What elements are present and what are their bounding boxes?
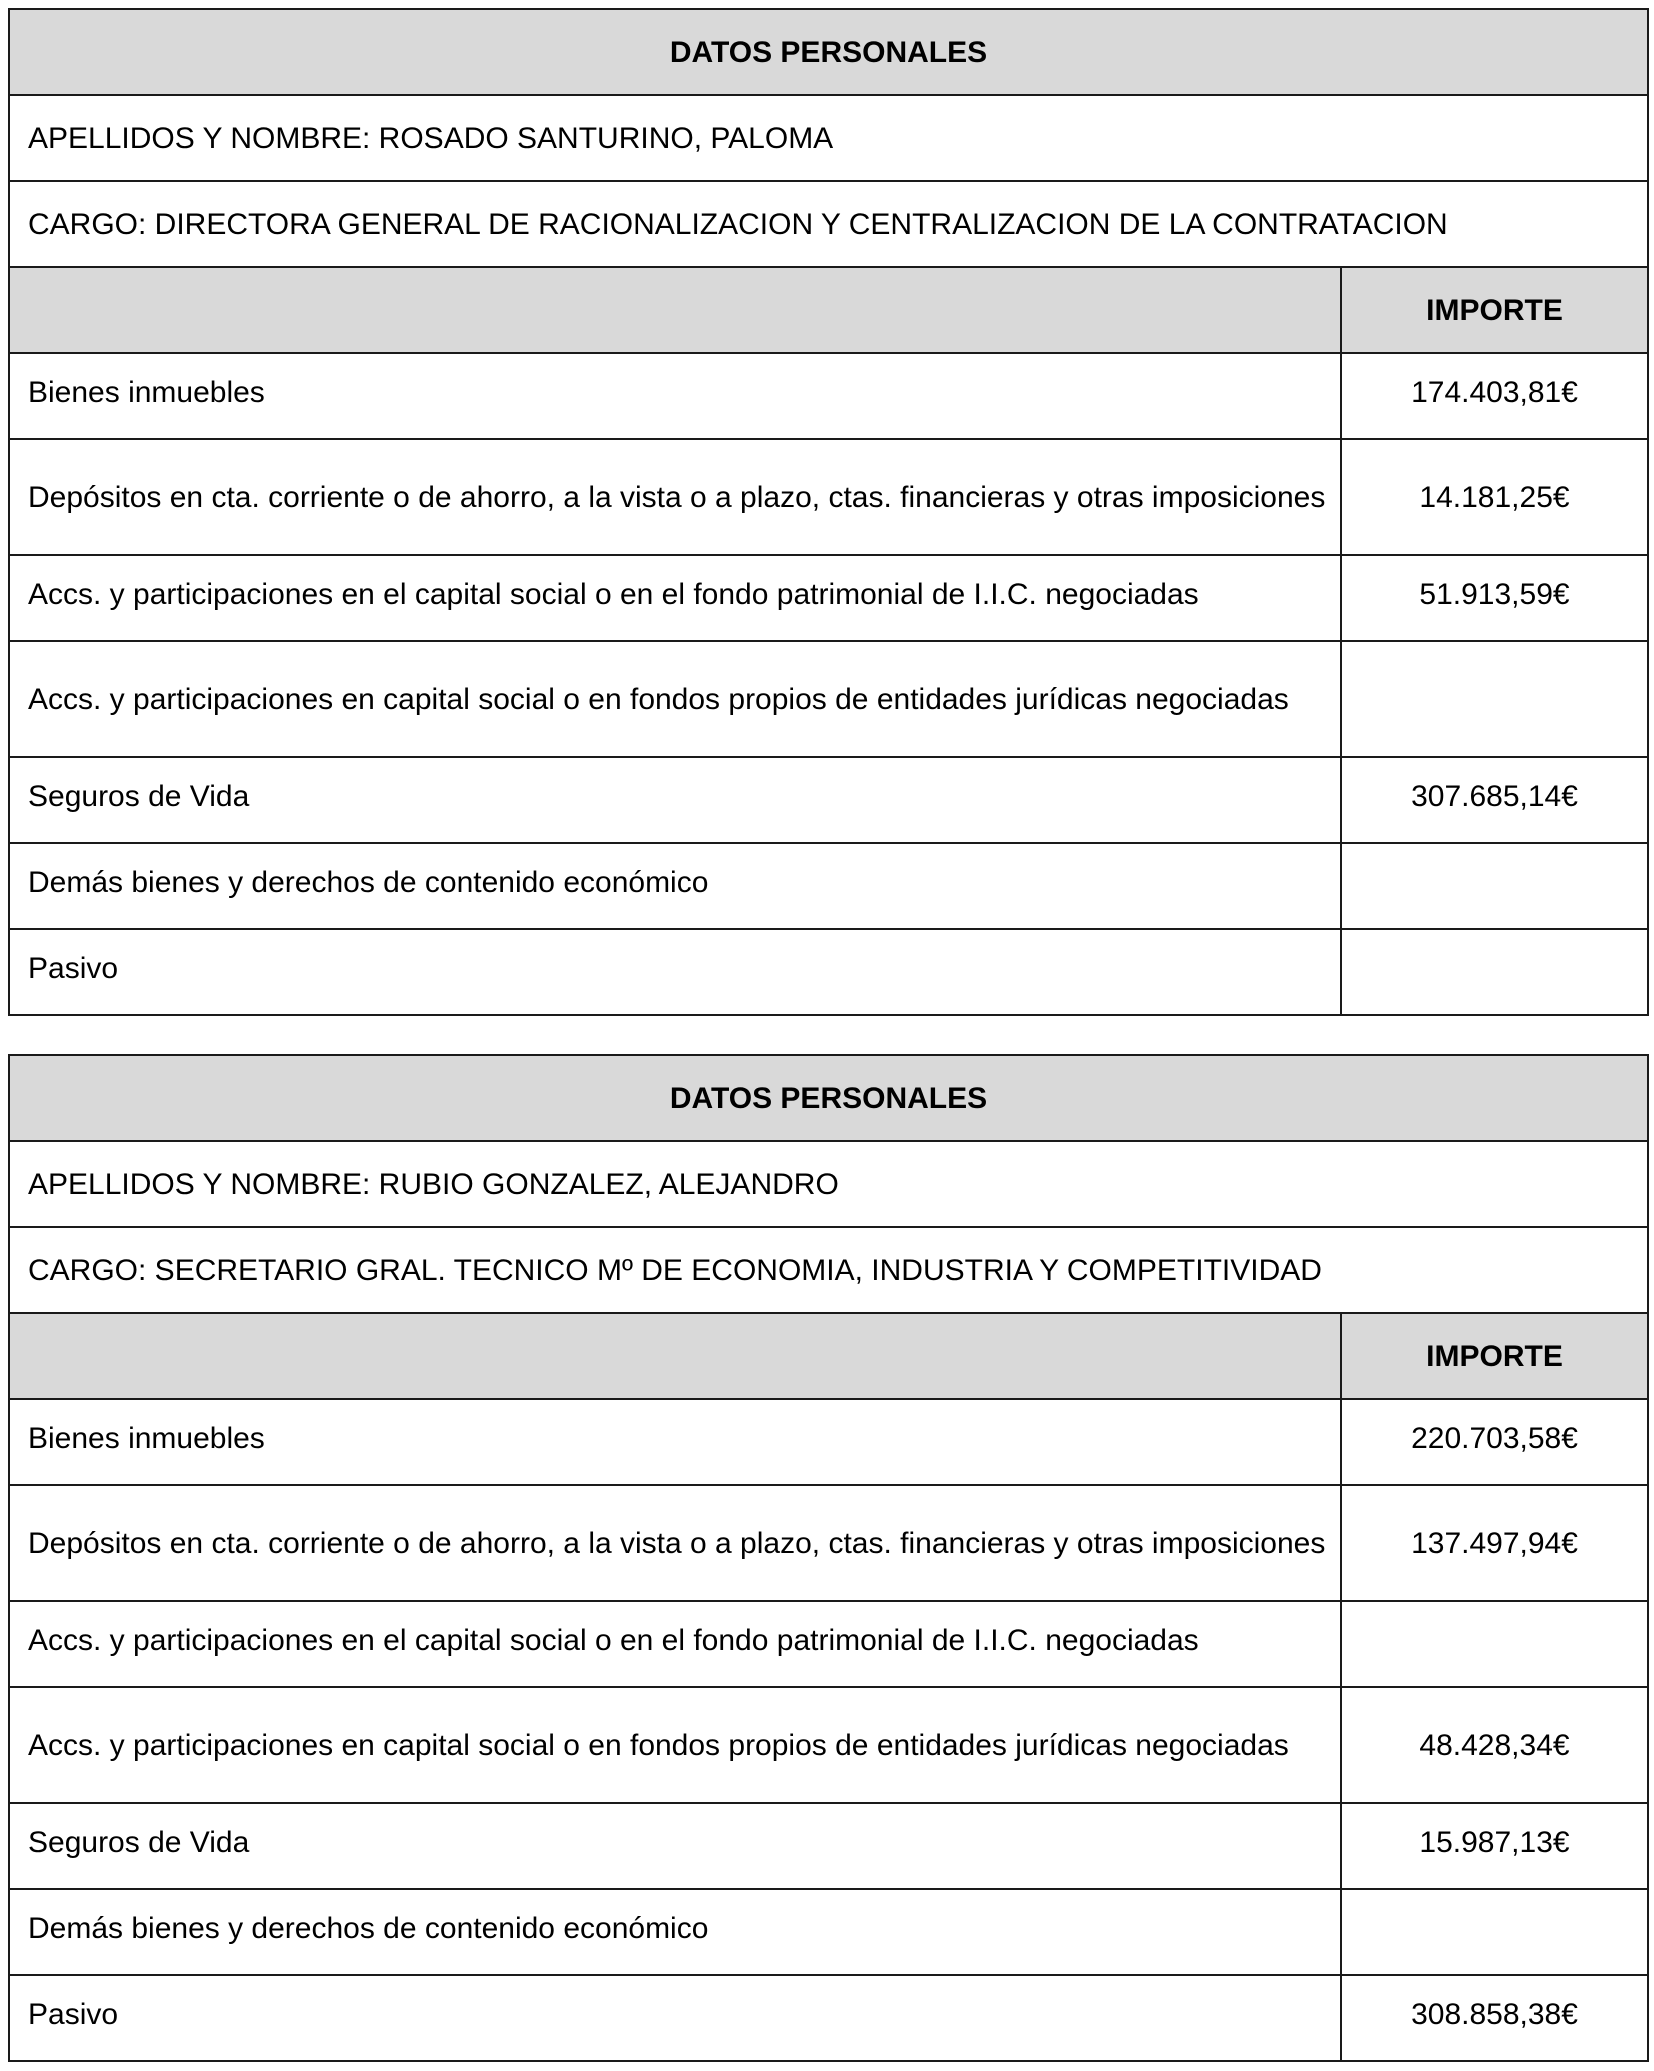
section-header: DATOS PERSONALES (9, 1055, 1648, 1141)
amount-cell (1341, 929, 1648, 1015)
declaration-table-1 (8, 8, 1649, 1016)
amount-cell: 308.858,38€ (1341, 1975, 1648, 2061)
amount-cell (1341, 1889, 1648, 1975)
table-row (9, 1803, 1648, 1889)
concept-cell: Pasivo (9, 929, 1341, 1015)
concept-cell: Demás bienes y derechos de contenido económico (9, 1889, 1341, 1975)
amount-cell: 307.685,14€ (1341, 757, 1648, 843)
name-line: APELLIDOS Y NOMBRE: RUBIO GONZALEZ, ALEJANDRO (9, 1141, 1648, 1227)
table-row (9, 843, 1648, 929)
concept-cell: Accs. y participaciones en capital social o en fondos propios de entidades jurídicas negociadas (9, 1687, 1341, 1803)
amount-cell: 15.987,13€ (1341, 1803, 1648, 1889)
cargo-line: CARGO: SECRETARIO GRAL. TECNICO Mº DE ECONOMIA, INDUSTRIA Y COMPETITIVIDAD (9, 1227, 1648, 1313)
table-row (9, 1889, 1648, 1975)
concept-cell: Pasivo (9, 1975, 1341, 2061)
concept-cell: Depósitos en cta. corriente o de ahorro, a la vista o a plazo, ctas. financieras y otras imposiciones (9, 1485, 1341, 1601)
table-row (9, 439, 1648, 555)
amount-cell (1341, 641, 1648, 757)
amount-cell (1341, 843, 1648, 929)
table-row (9, 757, 1648, 843)
importe-header: IMPORTE (1341, 1313, 1648, 1399)
table-row (9, 1485, 1648, 1601)
amount-cell: 51.913,59€ (1341, 555, 1648, 641)
importe-header: IMPORTE (1341, 267, 1648, 353)
concept-cell: Bienes inmuebles (9, 1399, 1341, 1485)
amount-cell: 220.703,58€ (1341, 1399, 1648, 1485)
table-row (9, 1975, 1648, 2061)
concept-cell: Seguros de Vida (9, 757, 1341, 843)
table-row (9, 555, 1648, 641)
concept-cell: Depósitos en cta. corriente o de ahorro, a la vista o a plazo, ctas. financieras y otras imposiciones (9, 439, 1341, 555)
table-row (9, 1601, 1648, 1687)
concept-cell: Demás bienes y derechos de contenido económico (9, 843, 1341, 929)
concept-cell: Bienes inmuebles (9, 353, 1341, 439)
table-row (9, 1687, 1648, 1803)
concept-header-cell (9, 1313, 1341, 1399)
section-header: DATOS PERSONALES (9, 9, 1648, 95)
amount-cell: 174.403,81€ (1341, 353, 1648, 439)
name-line: APELLIDOS Y NOMBRE: ROSADO SANTURINO, PALOMA (9, 95, 1648, 181)
concept-cell: Seguros de Vida (9, 1803, 1341, 1889)
cargo-line: CARGO: DIRECTORA GENERAL DE RACIONALIZACION Y CENTRALIZACION DE LA CONTRATACION (9, 181, 1648, 267)
amount-cell: 14.181,25€ (1341, 439, 1648, 555)
table-row (9, 353, 1648, 439)
concept-header-cell (9, 267, 1341, 353)
table-row (9, 929, 1648, 1015)
concept-cell: Accs. y participaciones en el capital social o en el fondo patrimonial de I.I.C. negociadas (9, 555, 1341, 641)
declaration-table-2 (8, 1054, 1649, 2062)
table-row (9, 641, 1648, 757)
amount-cell: 48.428,34€ (1341, 1687, 1648, 1803)
concept-cell: Accs. y participaciones en el capital social o en el fondo patrimonial de I.I.C. negociadas (9, 1601, 1341, 1687)
amount-cell: 137.497,94€ (1341, 1485, 1648, 1601)
concept-cell: Accs. y participaciones en capital social o en fondos propios de entidades jurídicas negociadas (9, 641, 1341, 757)
amount-cell (1341, 1601, 1648, 1687)
table-row (9, 1399, 1648, 1485)
